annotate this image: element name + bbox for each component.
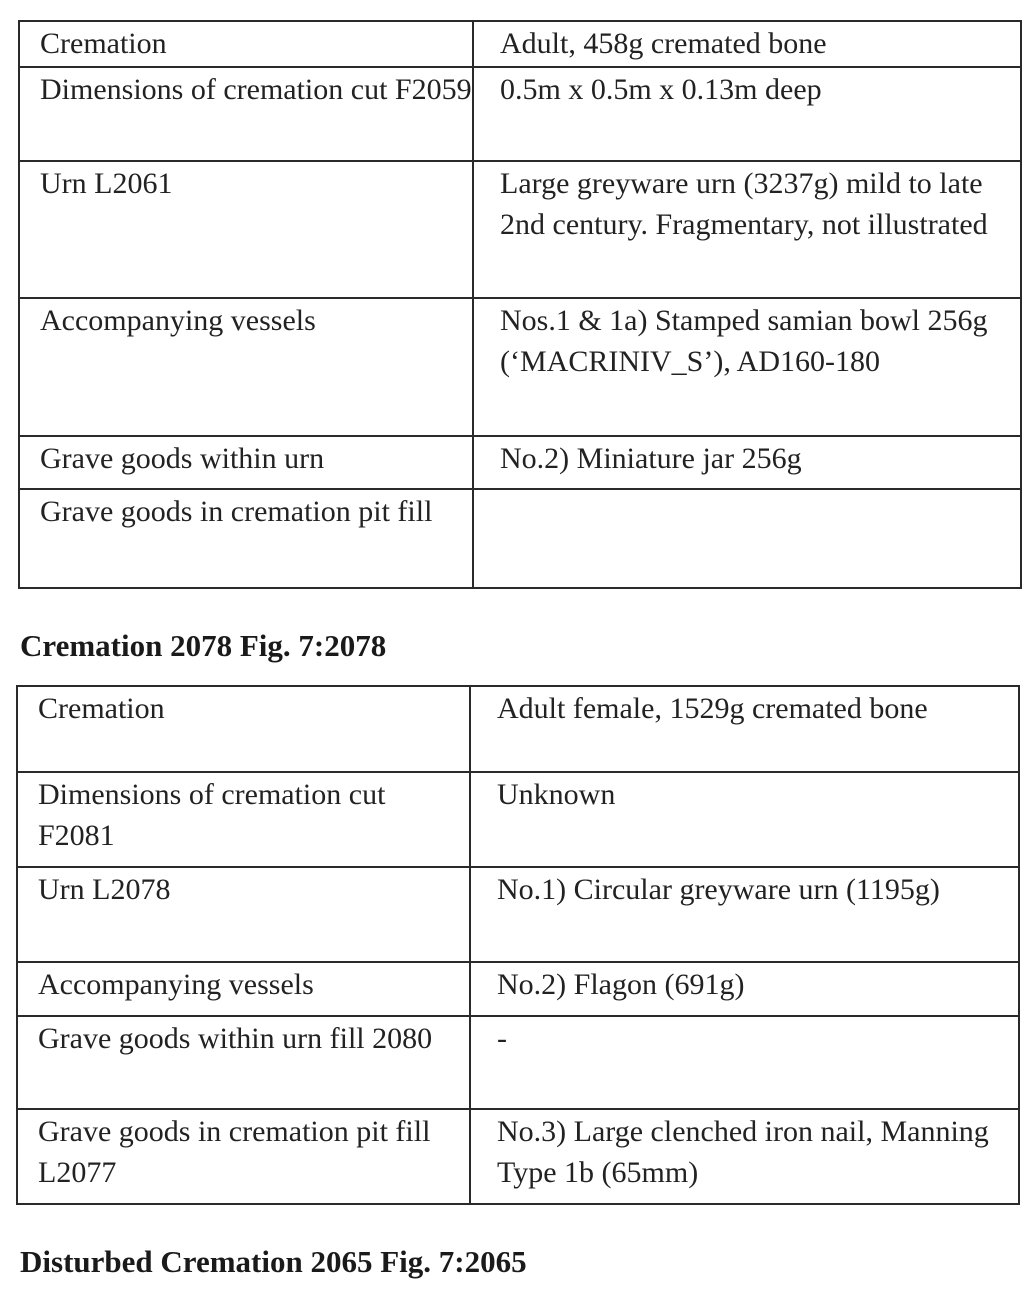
section-heading: Cremation 2078 Fig. 7:2078 (20, 628, 387, 663)
row-label: Dimensions of cremation cut F2059 (19, 67, 473, 161)
table-row (17, 686, 1019, 772)
table-row (19, 489, 1021, 588)
table-row (19, 298, 1021, 436)
row-label: Cremation (19, 21, 473, 67)
row-label: Grave goods within urn fill 2080 (17, 1016, 470, 1109)
table-row (17, 1016, 1019, 1109)
row-value: No.2) Miniature jar 256g (473, 436, 1021, 489)
row-label: Accompanying vessels (19, 298, 473, 436)
row-value: No.1) Circular greyware urn (1195g) (470, 867, 1019, 962)
row-value: 0.5m x 0.5m x 0.13m deep (473, 67, 1021, 161)
table-row (17, 1109, 1019, 1204)
row-label: Dimensions of cremation cut F2081 (17, 772, 470, 867)
table-row (17, 772, 1019, 867)
row-label: Urn L2061 (19, 161, 473, 298)
row-label: Grave goods within urn (19, 436, 473, 489)
row-value: Large greyware urn (3237g) mild to late 2nd century. Fragmentary, not illustrated (473, 161, 1021, 298)
table-row (17, 962, 1019, 1016)
cremation-table-2078 (16, 685, 1020, 1205)
row-value: No.3) Large clenched iron nail, Manning Type 1b (65mm) (470, 1109, 1019, 1204)
cremation-table-1 (18, 20, 1022, 589)
row-label: Accompanying vessels (17, 962, 470, 1016)
table-row (17, 867, 1019, 962)
row-label: Grave goods in cremation pit fill (19, 489, 473, 588)
table-row (19, 161, 1021, 298)
row-value: Adult, 458g cremated bone (473, 21, 1021, 67)
row-label: Cremation (17, 686, 470, 772)
row-value: Nos.1 & 1a) Stamped samian bowl 256g (‘MACRINIV_S’), AD160-180 (473, 298, 1021, 436)
table-row (19, 436, 1021, 489)
table-row (19, 21, 1021, 67)
row-label: Urn L2078 (17, 867, 470, 962)
row-value: Unknown (470, 772, 1019, 867)
section-heading: Disturbed Cremation 2065 Fig. 7:2065 (20, 1244, 527, 1279)
row-value: - (470, 1016, 1019, 1109)
row-value: Adult female, 1529g cremated bone (470, 686, 1019, 772)
row-value: No.2) Flagon (691g) (470, 962, 1019, 1016)
row-label: Grave goods in cremation pit fill L2077 (17, 1109, 470, 1204)
table-row (19, 67, 1021, 161)
row-value (473, 489, 1021, 588)
